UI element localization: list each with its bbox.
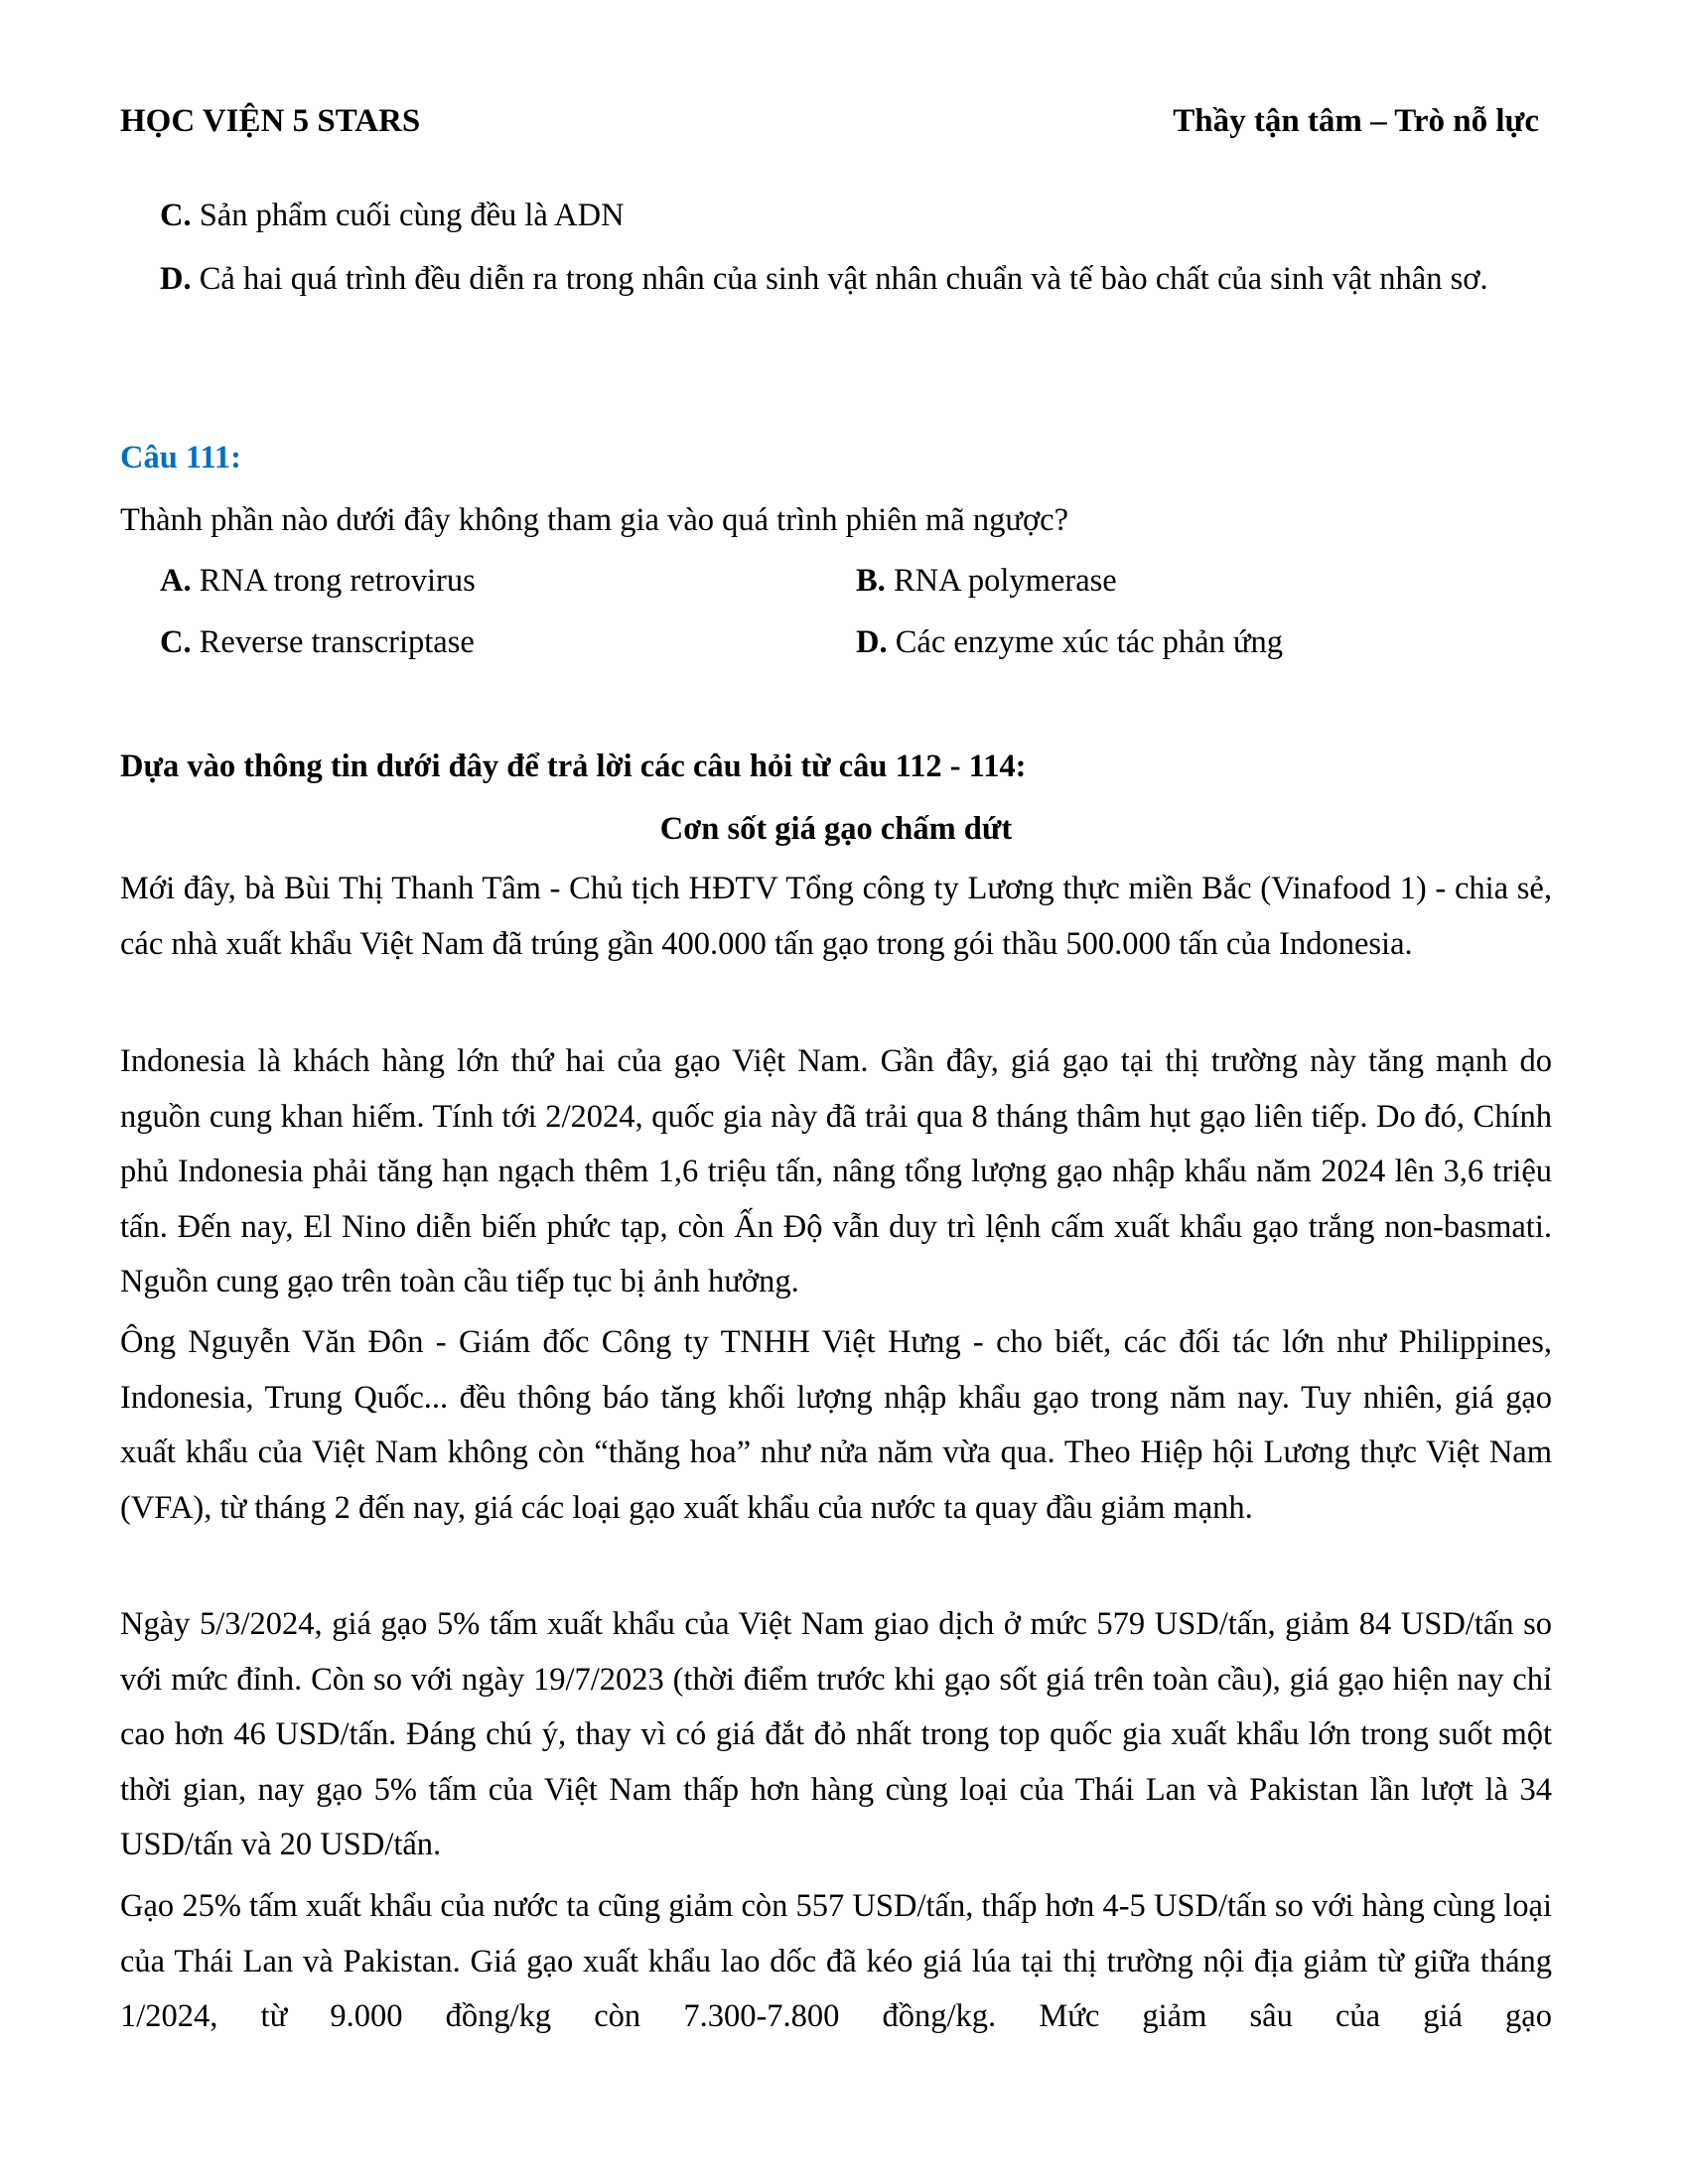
option-text: Sản phẩm cuối cùng đều là ADN [199,198,625,233]
option-text: Các enzyme xúc tác phản ứng [895,624,1284,660]
question-111-stem: Thành phần nào dưới đây không tham gia vào quá trình phiên mã ngược? [120,502,1068,538]
option-label: C. [160,624,192,660]
q111-option-c[interactable] [160,615,475,671]
option-label: D. [856,624,888,660]
q111-option-b[interactable] [856,554,1117,610]
question-111-title: Câu 111: [120,440,241,476]
header-slogan: Thầy tận tâm – Trò nỗ lực [1173,103,1539,139]
option-text: Reverse transcriptase [199,624,475,660]
option-text: RNA polymerase [893,563,1117,599]
option-label: C. [160,198,192,233]
option-label: D. [160,261,192,297]
prev-option-d [160,252,1549,308]
passage-paragraph-4: Ngày 5/3/2024, giá gạo 5% tấm xuất khẩu của Việt Nam giao dịch ở mức 579 USD/tấn, giảm 84 USD/tấn so với mức đỉnh. Còn so với ngày 19/7/2023 (thời điểm trước khi gạo sốt giá trên toàn cầu), giá gạo hiện nay chỉ cao hơn 46 USD/tấn. Đáng chú ý, thay vì có giá đắt đỏ nhất trong top quốc gia xuất khẩu lớn trong suốt một thời gian, nay gạo 5% tấm của Việt Nam thấp hơn hàng cùng loại của Thái Lan và Pakistan lần lượt là 34 USD/tấn và 20 USD/tấn. [120,1606,1552,1863]
prev-option-c [160,189,1552,244]
page-header [120,103,1539,147]
passage-paragraph-2: Indonesia là khách hàng lớn thứ hai của gạo Việt Nam. Gần đây, giá gạo tại thị trường này tăng mạnh do nguồn cung khan hiếm. Tính tới 2/2024, quốc gia này đã trải qua 8 tháng thâm hụt gạo liên tiếp. Do đó, Chính phủ Indonesia phải tăng hạn ngạch thêm 1,6 triệu tấn, nâng tổng lượng gạo nhập khẩu năm 2024 lên 3,6 triệu tấn. Đến nay, El Nino diễn biến phức tạp, còn Ấn Độ vẫn duy trì lệnh cấm xuất khẩu gạo trắng non-basmati. Nguồn cung gạo trên toàn cầu tiếp tục bị ảnh hưởng. [120,1043,1552,1300]
passage-paragraph-5: Gạo 25% tấm xuất khẩu của nước ta cũng giảm còn 557 USD/tấn, thấp hơn 4-5 USD/tấn so với hàng cùng loại của Thái Lan và Pakistan. Giá gạo xuất khẩu lao dốc đã kéo giá lúa tại thị trường nội địa giảm từ giữa tháng 1/2024, từ 9.000 đồng/kg còn 7.300-7.800 đồng/kg. Mức giảm sâu của giá gạo [120,1888,1552,2035]
option-label: A. [160,563,192,599]
passage-paragraph-3: Ông Nguyễn Văn Đôn - Giám đốc Công ty TNHH Việt Hưng - cho biết, các đối tác lớn như Philippines, Indonesia, Trung Quốc... đều thông báo tăng khối lượng nhập khẩu gạo trong năm nay. Tuy nhiên, giá gạo xuất khẩu của Việt Nam không còn “thăng hoa” như nửa năm vừa qua. Theo Hiệp hội Lương thực Việt Nam (VFA), từ tháng 2 đến nay, giá các loại gạo xuất khẩu của nước ta quay đầu giảm mạnh. [120,1324,1552,1526]
passage-title: Cơn sốt giá gạo chấm dứt [659,811,1013,847]
header-brand: HỌC VIỆN 5 STARS [120,103,421,139]
option-text: RNA trong retrovirus [199,563,476,599]
q111-option-a[interactable] [160,554,476,610]
option-label: B. [856,563,886,599]
q111-option-d[interactable] [856,615,1283,671]
passage-instruction: Dựa vào thông tin dưới đây để trả lời các câu hỏi từ câu 112 - 114: [120,749,1027,784]
option-text: Cả hai quá trình đều diễn ra trong nhân của sinh vật nhân chuẩn và tế bào chất của sinh vật nhân sơ. [199,261,1488,297]
passage-paragraph-1: Mới đây, bà Bùi Thị Thanh Tâm - Chủ tịch HĐTV Tổng công ty Lương thực miền Bắc (Vinafood 1) - chia sẻ, các nhà xuất khẩu Việt Nam đã trúng gần 400.000 tấn gạo trong gói thầu 500.000 tấn của Indonesia. [120,871,1552,962]
